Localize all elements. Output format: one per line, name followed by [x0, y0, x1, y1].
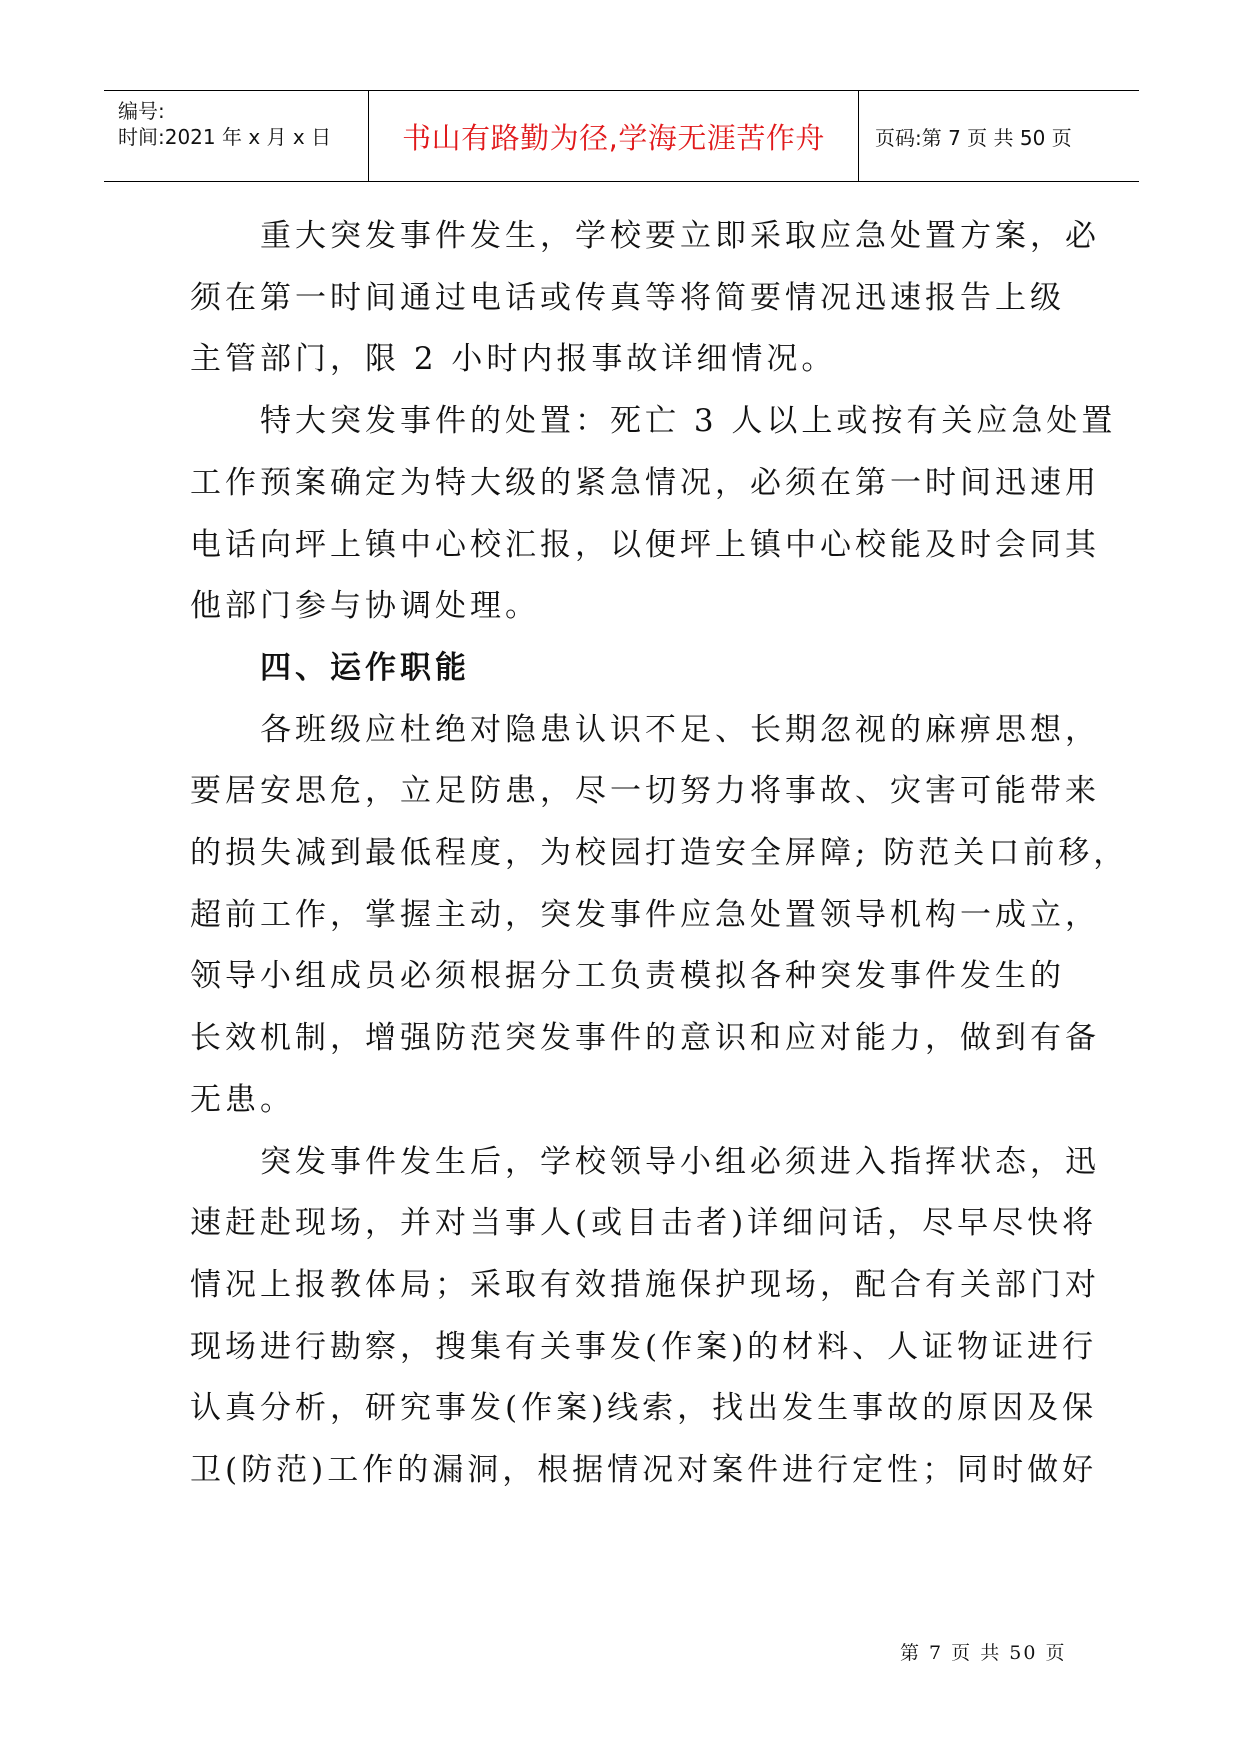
text-line: 的损失减到最低程度，为校园打造安全屏障; 防范关口前移，	[190, 835, 1129, 872]
text-line: 重大突发事件发生，学校要立即采取应急处置方案，必	[190, 218, 1100, 254]
header-meta	[104, 91, 369, 181]
text-line: 无患。	[190, 1081, 295, 1118]
text-line: 认真分析，研究事发(作案)线索，找出发生事故的原因及保	[190, 1390, 1098, 1427]
text-line: 特大突发事件的处置：死亡 3 人以上或按有关应急处置	[190, 403, 1117, 440]
text-line: 要居安思危，立足防患，尽一切努力将事故、灾害可能带来	[190, 773, 1100, 810]
text-line: 领导小组成员必须根据分工负责模拟各种突发事件发生的	[190, 958, 1065, 995]
page-header	[104, 90, 1139, 182]
document-time-label: 时间:2021 年 x 月 x 日	[118, 125, 332, 149]
text-line: 工作预案确定为特大级的紧急情况，必须在第一时间迅速用	[190, 464, 1100, 501]
text-line: 情况上报教体局；采取有效措施保护现场，配合有关部门对	[190, 1266, 1100, 1303]
text-line: 电话向坪上镇中心校汇报，以便坪上镇中心校能及时会同其	[190, 526, 1100, 563]
document-number-label: 编号:	[118, 99, 165, 123]
text-line: 他部门参与协调处理。	[190, 588, 540, 625]
text-line: 主管部门，限 2 小时内报事故详细情况。	[190, 341, 837, 378]
header-motto: 书山有路勤为径,学海无涯苦作舟	[402, 120, 825, 155]
text-line: 长效机制，增强防范突发事件的意识和应对能力，做到有备	[190, 1020, 1100, 1057]
page-footer-number: 第 7 页 共 50 页	[900, 1642, 1067, 1664]
text-line: 现场进行勘察，搜集有关事发(作案)的材料、人证物证进行	[190, 1328, 1098, 1365]
text-line: 各班级应杜绝对隐患认识不足、长期忽视的麻痹思想，	[190, 711, 1100, 748]
document-body	[190, 206, 1129, 1502]
section-heading: 四、运作职能	[190, 649, 470, 686]
text-line: 超前工作，掌握主动，突发事件应急处置领导机构一成立，	[190, 896, 1100, 933]
text-line: 卫(防范)工作的漏洞，根据情况对案件进行定性；同时做好	[190, 1452, 1098, 1489]
header-page-cell	[859, 91, 1139, 181]
header-motto-cell	[369, 91, 859, 181]
header-page-number: 页码:第 7 页 共 50 页	[875, 125, 1072, 150]
text-line: 须在第一时间通过电话或传真等将简要情况迅速报告上级	[190, 279, 1065, 316]
text-line: 突发事件发生后，学校领导小组必须进入指挥状态，迅	[190, 1143, 1100, 1180]
text-line: 速赶赴现场，并对当事人(或目击者)详细问话，尽早尽快将	[190, 1205, 1098, 1242]
